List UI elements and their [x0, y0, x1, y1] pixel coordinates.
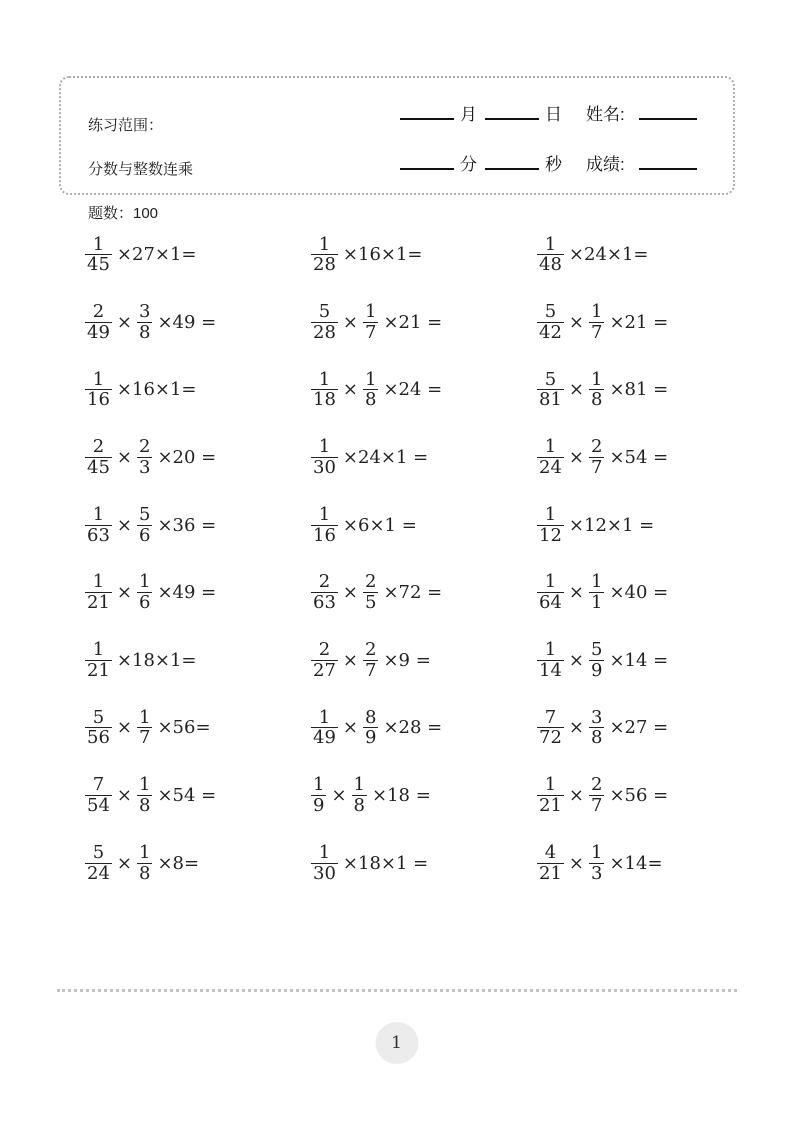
expression-text: ×40 = [609, 582, 669, 604]
fraction-numerator: 1 [544, 503, 557, 525]
expression-text: ×27 = [609, 717, 669, 739]
worksheet-header-box [59, 76, 735, 222]
fraction-numerator: 1 [365, 368, 377, 390]
fraction-numerator: 1 [544, 639, 557, 661]
fraction-denominator: 8 [139, 321, 151, 343]
expression-text: ×28 = [383, 717, 443, 739]
fraction [537, 370, 564, 411]
expression-text: ×12×1 = [568, 514, 655, 536]
expression-text: ×27×1= [116, 244, 197, 266]
fraction-denominator: 7 [365, 659, 377, 681]
fraction [589, 843, 604, 884]
problem-grid [60, 221, 738, 897]
fraction-denominator: 42 [539, 321, 562, 343]
expression-text: ×24×1 = [342, 447, 429, 469]
fraction-denominator: 6 [139, 524, 151, 546]
expression-text: ×14= [609, 852, 663, 874]
expression-text: × [342, 649, 358, 671]
month-blank [400, 118, 454, 120]
expression-text: × [116, 514, 132, 536]
fraction-denominator: 3 [591, 862, 603, 884]
fraction [85, 370, 112, 411]
expression-text: ×18×1= [116, 649, 197, 671]
expression-text: ×18×1 = [342, 852, 429, 874]
fraction [589, 437, 604, 478]
expression-text: × [342, 379, 358, 401]
fraction [363, 572, 378, 613]
fraction-denominator: 28 [313, 321, 336, 343]
expression-text: ×16×1= [116, 379, 197, 401]
expression-text: × [568, 852, 584, 874]
fraction-denominator: 7 [591, 321, 603, 343]
month-label: 月 [460, 105, 477, 124]
fraction-numerator: 1 [92, 503, 105, 525]
scope-value: 分数与整数连乘 [88, 161, 194, 178]
minute-blank [400, 168, 454, 170]
fraction [589, 572, 604, 613]
problem [512, 627, 738, 695]
problem [512, 289, 738, 357]
fraction [137, 437, 152, 478]
fraction-numerator: 1 [365, 301, 377, 323]
fraction [589, 370, 604, 411]
fraction [311, 370, 338, 411]
expression-text: ×14 = [609, 649, 669, 671]
problem [60, 627, 286, 695]
fraction-denominator: 45 [87, 254, 110, 276]
expression-text: ×9 = [383, 649, 431, 671]
fraction-denominator: 30 [313, 457, 336, 479]
expression-text: × [116, 785, 132, 807]
expression-text: ×6×1 = [342, 514, 417, 536]
minute-label: 分 [460, 155, 477, 174]
second-label: 秒 [545, 155, 562, 174]
fraction [137, 302, 152, 343]
expression-text: ×72 = [383, 582, 443, 604]
fraction-denominator: 49 [87, 321, 110, 343]
name-blank [639, 118, 697, 120]
fraction-denominator: 9 [591, 659, 603, 681]
fraction-numerator: 1 [544, 571, 557, 593]
fraction [363, 708, 378, 749]
fraction-numerator: 1 [92, 571, 105, 593]
problem [60, 491, 286, 559]
fraction [85, 775, 112, 816]
expression-text: ×49 = [157, 582, 217, 604]
fraction-numerator: 1 [544, 436, 557, 458]
problem [60, 559, 286, 627]
fraction-denominator: 8 [139, 795, 151, 817]
fraction-numerator: 1 [92, 639, 105, 661]
expression-text: ×8= [157, 852, 200, 874]
day-label: 日 [545, 105, 562, 124]
fraction [311, 843, 338, 884]
fraction [137, 843, 152, 884]
problem [512, 829, 738, 897]
fraction-numerator: 1 [591, 571, 603, 593]
fraction [589, 302, 604, 343]
fraction-denominator: 30 [313, 862, 336, 884]
fraction [85, 235, 112, 276]
fraction-numerator: 1 [139, 841, 151, 863]
fraction [537, 843, 564, 884]
fraction-numerator: 2 [365, 571, 377, 593]
fraction [589, 775, 604, 816]
fraction-denominator: 72 [539, 727, 562, 749]
fraction [85, 572, 112, 613]
expression-text: ×56= [157, 717, 211, 739]
fraction [363, 640, 378, 681]
fraction [137, 572, 152, 613]
problem [60, 289, 286, 357]
fraction [311, 437, 338, 478]
fraction-numerator: 1 [591, 841, 603, 863]
problem [512, 694, 738, 762]
problem [286, 424, 512, 492]
fraction-denominator: 9 [365, 727, 377, 749]
fraction [85, 843, 112, 884]
problem [60, 221, 286, 289]
fraction-numerator: 5 [318, 301, 331, 323]
expression-text: ×21 = [609, 311, 669, 333]
fraction [137, 775, 152, 816]
fraction-numerator: 2 [591, 774, 603, 796]
expression-text: ×18 = [372, 785, 431, 807]
expression-text: × [568, 649, 584, 671]
fraction-numerator: 3 [139, 301, 151, 323]
fraction [137, 708, 152, 749]
problem [512, 424, 738, 492]
fraction-denominator: 3 [139, 457, 151, 479]
problem [286, 559, 512, 627]
fraction-numerator: 7 [92, 774, 105, 796]
fraction [537, 572, 564, 613]
fraction-denominator: 45 [87, 457, 110, 479]
fraction [537, 708, 564, 749]
fraction-numerator: 2 [92, 436, 105, 458]
page-number-badge [375, 1022, 418, 1064]
fraction [363, 302, 378, 343]
expression-text: × [116, 447, 132, 469]
expression-text: × [116, 717, 132, 739]
expression-text: × [331, 785, 347, 807]
footer-divider [57, 989, 737, 992]
expression-text: ×81 = [609, 379, 669, 401]
fraction-numerator: 5 [591, 639, 603, 661]
problem [286, 289, 512, 357]
fraction [311, 505, 338, 546]
fraction-numerator: 2 [318, 571, 331, 593]
problem [512, 762, 738, 830]
expression-text: × [342, 582, 358, 604]
problem [60, 694, 286, 762]
fraction-numerator: 1 [139, 774, 151, 796]
fraction-denominator: 1 [591, 592, 603, 614]
second-blank [485, 168, 539, 170]
fraction-numerator: 5 [544, 301, 557, 323]
problem [60, 356, 286, 424]
expression-text: × [568, 311, 584, 333]
fraction [537, 640, 564, 681]
expression-text: × [116, 582, 132, 604]
expression-text: × [568, 379, 584, 401]
fraction [537, 505, 564, 546]
fraction-numerator: 1 [318, 233, 331, 255]
date-name-line [400, 100, 697, 125]
fraction-numerator: 2 [139, 436, 151, 458]
fraction-numerator: 1 [139, 571, 151, 593]
fraction [311, 708, 338, 749]
problem [286, 491, 512, 559]
problem [60, 424, 286, 492]
problem [286, 356, 512, 424]
fraction-numerator: 5 [92, 706, 105, 728]
fraction [311, 572, 338, 613]
fraction-denominator: 21 [87, 659, 110, 681]
expression-text: ×20 = [157, 447, 217, 469]
problem [286, 762, 512, 830]
fraction-denominator: 8 [365, 389, 377, 411]
fraction-denominator: 8 [591, 389, 603, 411]
fraction-denominator: 7 [365, 321, 377, 343]
fraction-denominator: 8 [139, 862, 151, 884]
fraction-numerator: 1 [353, 774, 365, 796]
expression-text: ×24 = [383, 379, 443, 401]
expression-text: × [116, 311, 132, 333]
fraction [589, 640, 604, 681]
fraction-denominator: 81 [539, 389, 562, 411]
fraction-numerator: 7 [544, 706, 557, 728]
fraction-denominator: 18 [313, 389, 336, 411]
problem [286, 627, 512, 695]
problem [286, 694, 512, 762]
fraction [85, 505, 112, 546]
expression-text: × [342, 717, 358, 739]
fraction [311, 775, 326, 816]
fraction-numerator: 1 [139, 706, 151, 728]
fraction-numerator: 1 [591, 368, 603, 390]
fraction-denominator: 56 [87, 727, 110, 749]
expression-text: ×36 = [157, 514, 217, 536]
scope-label: 练习范围： [88, 117, 164, 134]
fraction-numerator: 5 [139, 503, 151, 525]
problem [512, 559, 738, 627]
page-number: 1 [391, 1033, 402, 1053]
expression-text: ×21 = [383, 311, 443, 333]
fraction [85, 302, 112, 343]
fraction-numerator: 1 [544, 774, 557, 796]
fraction-numerator: 1 [318, 706, 331, 728]
fraction-numerator: 4 [544, 841, 557, 863]
score-blank [639, 168, 697, 170]
score-label: 成绩: [586, 155, 625, 174]
fraction-denominator: 16 [87, 389, 110, 411]
fraction-denominator: 8 [591, 727, 603, 749]
fraction-numerator: 1 [591, 301, 603, 323]
expression-text: ×24×1= [568, 244, 649, 266]
problem [286, 221, 512, 289]
expression-text: × [568, 717, 584, 739]
problem [60, 762, 286, 830]
fraction-numerator: 2 [591, 436, 603, 458]
fraction-denominator: 24 [87, 862, 110, 884]
fraction-numerator: 1 [92, 368, 105, 390]
fraction-denominator: 9 [313, 795, 325, 817]
fraction [537, 437, 564, 478]
fraction-denominator: 64 [539, 592, 562, 614]
fraction-denominator: 21 [87, 592, 110, 614]
fraction-denominator: 49 [313, 727, 336, 749]
fraction-denominator: 21 [539, 795, 562, 817]
fraction-numerator: 1 [92, 233, 105, 255]
fraction [537, 235, 564, 276]
fraction-denominator: 28 [313, 254, 336, 276]
expression-text: ×16×1= [342, 244, 423, 266]
fraction-denominator: 7 [591, 795, 603, 817]
fraction-denominator: 12 [539, 524, 562, 546]
fraction-numerator: 1 [544, 233, 557, 255]
fraction [137, 505, 152, 546]
fraction-numerator: 8 [365, 706, 377, 728]
fraction-numerator: 2 [365, 639, 377, 661]
expression-text: ×56 = [609, 785, 669, 807]
fraction [85, 708, 112, 749]
fraction-denominator: 7 [591, 457, 603, 479]
fraction-denominator: 48 [539, 254, 562, 276]
fraction [311, 235, 338, 276]
fraction-denominator: 21 [539, 862, 562, 884]
fraction-denominator: 8 [353, 795, 365, 817]
fraction-numerator: 5 [544, 368, 557, 390]
problem [512, 221, 738, 289]
expression-text: × [568, 785, 584, 807]
fraction-numerator: 1 [318, 503, 331, 525]
fraction-numerator: 3 [591, 706, 603, 728]
day-blank [485, 118, 539, 120]
fraction-numerator: 1 [313, 774, 325, 796]
fraction-numerator: 5 [92, 841, 105, 863]
fraction-denominator: 5 [365, 592, 377, 614]
fraction-denominator: 54 [87, 795, 110, 817]
expression-text: × [568, 447, 584, 469]
question-count: 题数：100 [88, 205, 159, 222]
fraction [537, 302, 564, 343]
fraction [537, 775, 564, 816]
fraction-numerator: 2 [92, 301, 105, 323]
fraction [311, 302, 338, 343]
fraction-numerator: 2 [318, 639, 331, 661]
fraction [85, 640, 112, 681]
expression-text: × [116, 852, 132, 874]
expression-text: ×54 = [609, 447, 669, 469]
problem [512, 491, 738, 559]
problem [60, 829, 286, 897]
fraction-denominator: 14 [539, 659, 562, 681]
problem [512, 356, 738, 424]
fraction-denominator: 63 [87, 524, 110, 546]
fraction-numerator: 1 [318, 436, 331, 458]
fraction-denominator: 16 [313, 524, 336, 546]
fraction [85, 437, 112, 478]
name-label: 姓名: [586, 105, 625, 124]
fraction [589, 708, 604, 749]
fraction-denominator: 63 [313, 592, 336, 614]
expression-text: × [568, 582, 584, 604]
fraction-denominator: 27 [313, 659, 336, 681]
expression-text: ×54 = [157, 785, 217, 807]
expression-text: ×49 = [157, 311, 217, 333]
fraction-denominator: 6 [139, 592, 151, 614]
expression-text: × [342, 311, 358, 333]
time-score-line [400, 150, 697, 175]
fraction [352, 775, 367, 816]
fraction [311, 640, 338, 681]
fraction-denominator: 7 [139, 727, 151, 749]
problem [286, 829, 512, 897]
fraction-numerator: 1 [318, 368, 331, 390]
fraction [363, 370, 378, 411]
fraction-denominator: 24 [539, 457, 562, 479]
fraction-numerator: 1 [318, 841, 331, 863]
